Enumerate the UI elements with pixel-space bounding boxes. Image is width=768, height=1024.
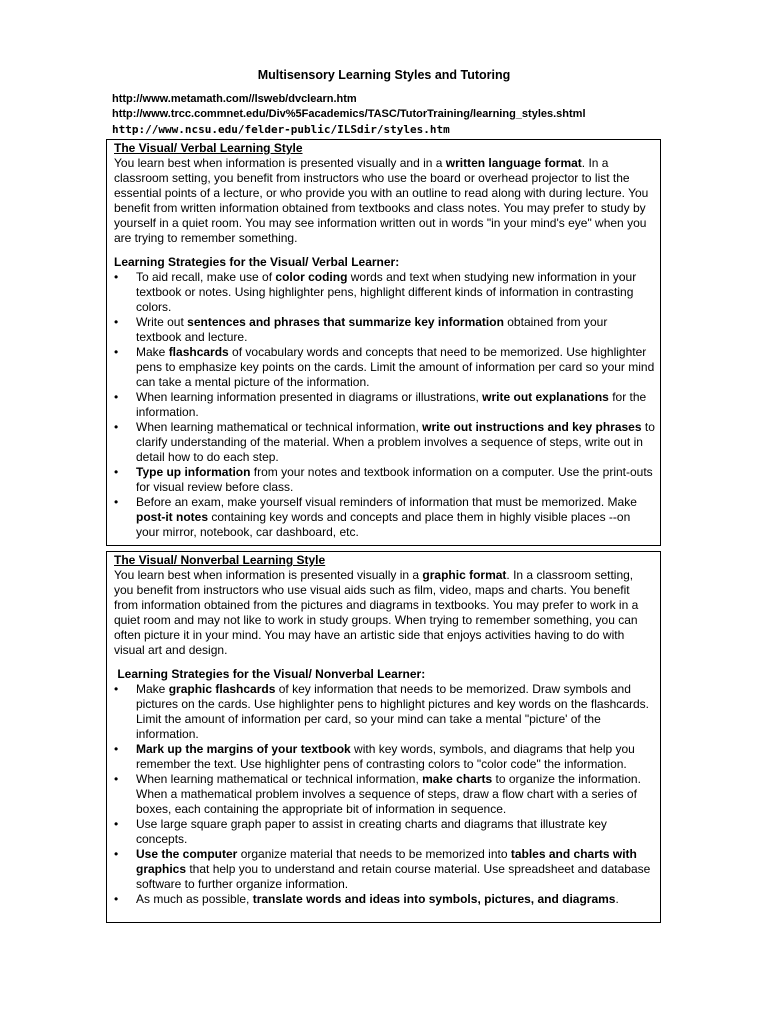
strategy-item: • When learning information presented in diagrams or illustrations, write out explanations for the information. — [114, 390, 647, 419]
emphasis-text: Type up information — [136, 465, 251, 479]
strategy-item: • Make graphic flashcards of key information that needs to be memorized. Draw symbols and pictures on the cards. Use highlighter pens to highlight pictures and key words on the flashcards. Limit the amount of information per card, so your mind can take a mental "picture' of the information. — [114, 682, 649, 741]
reference-urls — [112, 92, 586, 137]
strategy-item: • Make flashcards of vocabulary words and concepts that need to be memorized. Use highlighter pens to emphasize key points on the cards. Limit the amount of information per card so your mind can take a mental picture of the information. — [114, 345, 655, 389]
reference-url[interactable]: http://www.trcc.commnet.edu/Div%5Facademics/TASC/TutorTraining/learning_styles.shtml — [112, 108, 586, 120]
emphasis-text: translate words and ideas into symbols, pictures, and diagrams — [252, 892, 616, 906]
visual-verbal-section — [106, 139, 661, 546]
strategy-item: • When learning mathematical or technical information, write out instructions and key phrases to clarify understanding of the material. When a problem involves a sequence of steps, write out in detail how to do each step. — [114, 420, 655, 464]
emphasis-text: flashcards — [168, 345, 229, 359]
emphasis-text: tables and charts with graphics — [136, 847, 637, 876]
bullet-marker: • — [114, 495, 119, 509]
bullet-marker: • — [114, 345, 119, 359]
strategy-item: • As much as possible, translate words and ideas into symbols, pictures, and diagrams. — [114, 892, 619, 906]
section-intro: You learn best when information is presented visually in a graphic format. In a classroom setting, you benefit from instructors who use visual aids such as film, video, maps and charts. You benefit from information obtained from the pictures and diagrams in textbooks. You may prefer to work in a quiet room and may not like to work in study groups. When trying to remember something, you can often picture it in your mind. You may have an artistic side that enjoys activities having to do with visual art and design. — [114, 568, 639, 657]
emphasis-text: sentences and phrases that summarize key information — [187, 315, 504, 329]
emphasis-text: post-it notes — [136, 510, 208, 524]
emphasis-text: write out instructions and key phrases — [422, 420, 642, 434]
document-title: Multisensory Learning Styles and Tutoring — [257, 68, 511, 82]
reference-url[interactable]: http://www.ncsu.edu/felder-public/ILSdir/styles.htm — [112, 123, 450, 136]
emphasis-text: Mark up the margins of your textbook — [136, 742, 351, 756]
bullet-marker: • — [114, 847, 119, 861]
strategy-item: • Use the computer organize material that needs to be memorized into tables and charts with graphics that help you to understand and retain course material. Use spreadsheet and database software to further organize information. — [114, 847, 651, 891]
strategy-list — [114, 682, 655, 907]
section-heading: The Visual/ Nonverbal Learning Style — [114, 553, 326, 567]
strategy-item: • Use large square graph paper to assist in creating charts and diagrams that illustrate key concepts. — [114, 817, 607, 846]
bullet-marker: • — [114, 772, 119, 786]
bullet-marker: • — [114, 892, 119, 906]
visual-nonverbal-section — [106, 551, 661, 923]
strategy-item: • When learning mathematical or technical information, make charts to organize the information. When a mathematical problem involves a sequence of steps, draw a flow chart with a series of boxes, each containing the appropriate bit of information in sequence. — [114, 772, 641, 816]
strategy-list — [114, 270, 655, 540]
strategy-item: • Write out sentences and phrases that summarize key information obtained from your textbook and lecture. — [114, 315, 608, 344]
bullet-marker: • — [114, 817, 119, 831]
bullet-marker: • — [114, 390, 119, 404]
emphasis-text: make charts — [422, 772, 493, 786]
strategies-heading: Learning Strategies for the Visual/ Nonverbal Learner: — [114, 667, 426, 681]
strategy-item: • Mark up the margins of your textbook with key words, symbols, and diagrams that help you remember the text. Use highlighter pens of contrasting colors to "color code" the information. — [114, 742, 635, 771]
emphasis-text: write out explanations — [482, 390, 609, 404]
section-intro: You learn best when information is presented visually and in a written language format. In a classroom setting, you benefit from instructors who use the board or overhead projector to list the essential points of a lecture, or who provide you with an outline to read along with during lecture. You benefit from written information obtained from textbooks and class notes. You may prefer to study by yourself in a quiet room. You may see information written out in words "in your mind's eye" when you are trying to remember something. — [114, 156, 649, 245]
bullet-marker: • — [114, 742, 119, 756]
emphasis-text: graphic flashcards — [168, 682, 276, 696]
reference-url[interactable]: http://www.metamath.com//lsweb/dvclearn.htm — [112, 93, 357, 105]
section-heading: The Visual/ Verbal Learning Style — [114, 141, 303, 155]
emphasis-text: Use the computer — [136, 847, 238, 861]
emphasis-text: graphic format — [422, 568, 507, 582]
bullet-marker: • — [114, 465, 119, 479]
strategy-item: • Before an exam, make yourself visual reminders of information that must be memorized. Make post-it notes containing key words and concepts and place them in highly visible places --on your mirror, notebook, car dashboard, etc. — [114, 495, 637, 539]
bullet-marker: • — [114, 420, 119, 434]
strategy-item: • To aid recall, make use of color coding words and text when studying new information in your textbook or notes. Using highlighter pens, highlight different kinds of information in contrasting colors. — [114, 270, 637, 314]
emphasis-text: color coding — [275, 270, 348, 284]
strategy-item: • Type up information from your notes and textbook information on a computer. Use the print-outs for visual review before class. — [114, 465, 653, 494]
emphasis-text: written language format — [445, 156, 582, 170]
bullet-marker: • — [114, 315, 119, 329]
strategies-heading: Learning Strategies for the Visual/ Verbal Learner: — [114, 255, 400, 269]
bullet-marker: • — [114, 682, 119, 696]
bullet-marker: • — [114, 270, 119, 284]
